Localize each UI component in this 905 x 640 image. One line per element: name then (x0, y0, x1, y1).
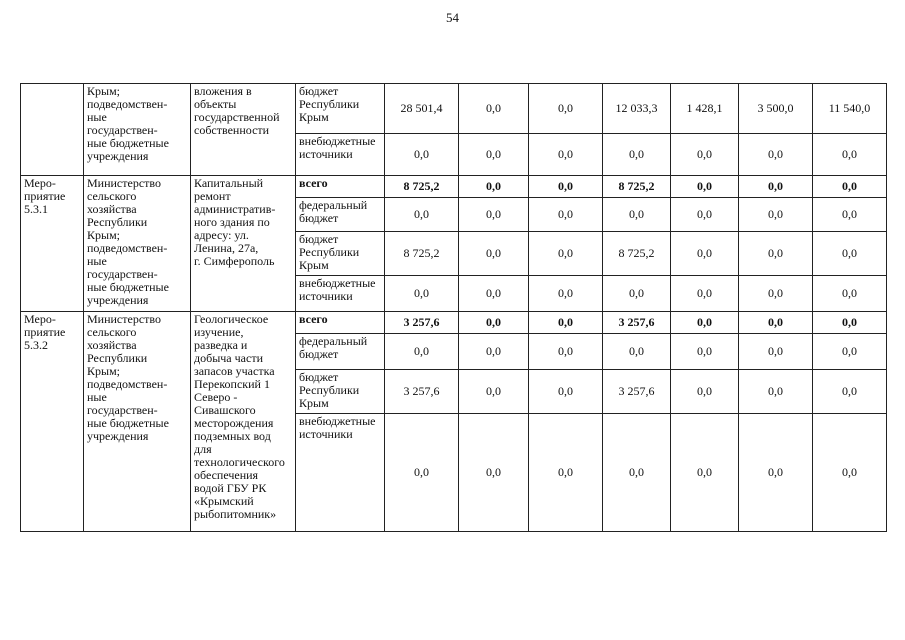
amount-cell: 0,0 (603, 414, 671, 532)
amount-cell: 0,0 (813, 334, 887, 370)
amount-cell: 0,0 (813, 198, 887, 232)
amount-cell: 0,0 (813, 232, 887, 276)
table-row (21, 84, 887, 134)
amount-cell: 8 725,2 (603, 176, 671, 198)
amount-cell: 0,0 (385, 334, 459, 370)
amount-cell: 0,0 (671, 198, 739, 232)
funding-source-cell: всего (296, 312, 385, 334)
description-cell: вложения в объекты государственной собственности (191, 84, 296, 176)
amount-cell: 0,0 (529, 198, 603, 232)
funding-source-cell: бюджет Республики Крым (296, 370, 385, 414)
activity-label-cell (21, 84, 84, 176)
amount-cell: 0,0 (603, 198, 671, 232)
executor-cell: Министерство сельского хозяйства Республики Крым; подведомствен- ные государствен- ные бюджетные учреждения (84, 312, 191, 532)
amount-cell: 0,0 (739, 414, 813, 532)
amount-cell: 0,0 (529, 414, 603, 532)
amount-cell: 3 257,6 (603, 312, 671, 334)
amount-cell: 0,0 (739, 134, 813, 176)
funding-source-cell: бюджет Республики Крым (296, 84, 385, 134)
amount-cell: 0,0 (739, 198, 813, 232)
amount-cell: 0,0 (813, 414, 887, 532)
amount-cell: 0,0 (671, 312, 739, 334)
amount-cell: 0,0 (671, 370, 739, 414)
amount-cell: 0,0 (459, 198, 529, 232)
amount-cell: 0,0 (813, 134, 887, 176)
amount-cell: 0,0 (459, 414, 529, 532)
amount-cell: 0,0 (529, 176, 603, 198)
amount-cell: 8 725,2 (385, 176, 459, 198)
amount-cell: 0,0 (529, 232, 603, 276)
amount-cell: 0,0 (385, 134, 459, 176)
amount-cell: 0,0 (671, 276, 739, 312)
description-cell: Капитальный ремонт административ- ного здания по адресу: ул. Ленина, 27а, г. Симферополь (191, 176, 296, 312)
table-row (21, 176, 887, 198)
amount-cell: 0,0 (459, 276, 529, 312)
amount-cell: 0,0 (813, 370, 887, 414)
activity-label-cell: Меро- приятие 5.3.1 (21, 176, 84, 312)
executor-cell: Крым; подведомствен- ные государствен- ные бюджетные учреждения (84, 84, 191, 176)
amount-cell: 3 257,6 (603, 370, 671, 414)
amount-cell: 1 428,1 (671, 84, 739, 134)
funding-source-cell: федеральный бюджет (296, 334, 385, 370)
amount-cell: 0,0 (459, 134, 529, 176)
amount-cell: 0,0 (739, 312, 813, 334)
amount-cell: 0,0 (739, 276, 813, 312)
amount-cell: 0,0 (529, 334, 603, 370)
amount-cell: 28 501,4 (385, 84, 459, 134)
amount-cell: 0,0 (603, 134, 671, 176)
table-row (21, 312, 887, 334)
amount-cell: 0,0 (529, 134, 603, 176)
amount-cell: 3 500,0 (739, 84, 813, 134)
amount-cell: 0,0 (459, 370, 529, 414)
amount-cell: 0,0 (459, 232, 529, 276)
amount-cell: 0,0 (739, 232, 813, 276)
funding-source-cell: бюджет Республики Крым (296, 232, 385, 276)
amount-cell: 0,0 (459, 84, 529, 134)
amount-cell: 8 725,2 (385, 232, 459, 276)
amount-cell: 0,0 (385, 198, 459, 232)
amount-cell: 0,0 (529, 370, 603, 414)
amount-cell: 0,0 (603, 276, 671, 312)
amount-cell: 0,0 (813, 312, 887, 334)
amount-cell: 0,0 (813, 176, 887, 198)
budget-table (20, 83, 887, 532)
amount-cell: 0,0 (739, 176, 813, 198)
funding-source-cell: внебюджетные источники (296, 414, 385, 532)
amount-cell: 0,0 (459, 312, 529, 334)
amount-cell: 0,0 (459, 334, 529, 370)
amount-cell: 0,0 (671, 134, 739, 176)
description-cell: Геологическое изучение, разведка и добыча части запасов участка Перекопский 1 Северо - Сивашского месторождения подземных вод для технологического обеспечения водой ГБУ РК «Крымский рыбопитомник» (191, 312, 296, 532)
funding-source-cell: всего (296, 176, 385, 198)
amount-cell: 3 257,6 (385, 370, 459, 414)
amount-cell: 8 725,2 (603, 232, 671, 276)
amount-cell: 0,0 (671, 414, 739, 532)
funding-source-cell: федеральный бюджет (296, 198, 385, 232)
funding-source-cell: внебюджетные источники (296, 276, 385, 312)
amount-cell: 0,0 (739, 370, 813, 414)
amount-cell: 0,0 (385, 414, 459, 532)
activity-label-cell: Меро- приятие 5.3.2 (21, 312, 84, 532)
amount-cell: 12 033,3 (603, 84, 671, 134)
funding-source-cell: внебюджетные источники (296, 134, 385, 176)
amount-cell: 0,0 (739, 334, 813, 370)
page-number: 54 (446, 10, 459, 25)
amount-cell: 3 257,6 (385, 312, 459, 334)
amount-cell: 0,0 (385, 276, 459, 312)
amount-cell: 0,0 (529, 312, 603, 334)
amount-cell: 0,0 (813, 276, 887, 312)
amount-cell: 0,0 (671, 334, 739, 370)
amount-cell: 0,0 (671, 232, 739, 276)
amount-cell: 0,0 (603, 334, 671, 370)
amount-cell: 0,0 (459, 176, 529, 198)
amount-cell: 0,0 (671, 176, 739, 198)
executor-cell: Министерство сельского хозяйства Республики Крым; подведомствен- ные государствен- ные бюджетные учреждения (84, 176, 191, 312)
amount-cell: 0,0 (529, 84, 603, 134)
amount-cell: 0,0 (529, 276, 603, 312)
amount-cell: 11 540,0 (813, 84, 887, 134)
